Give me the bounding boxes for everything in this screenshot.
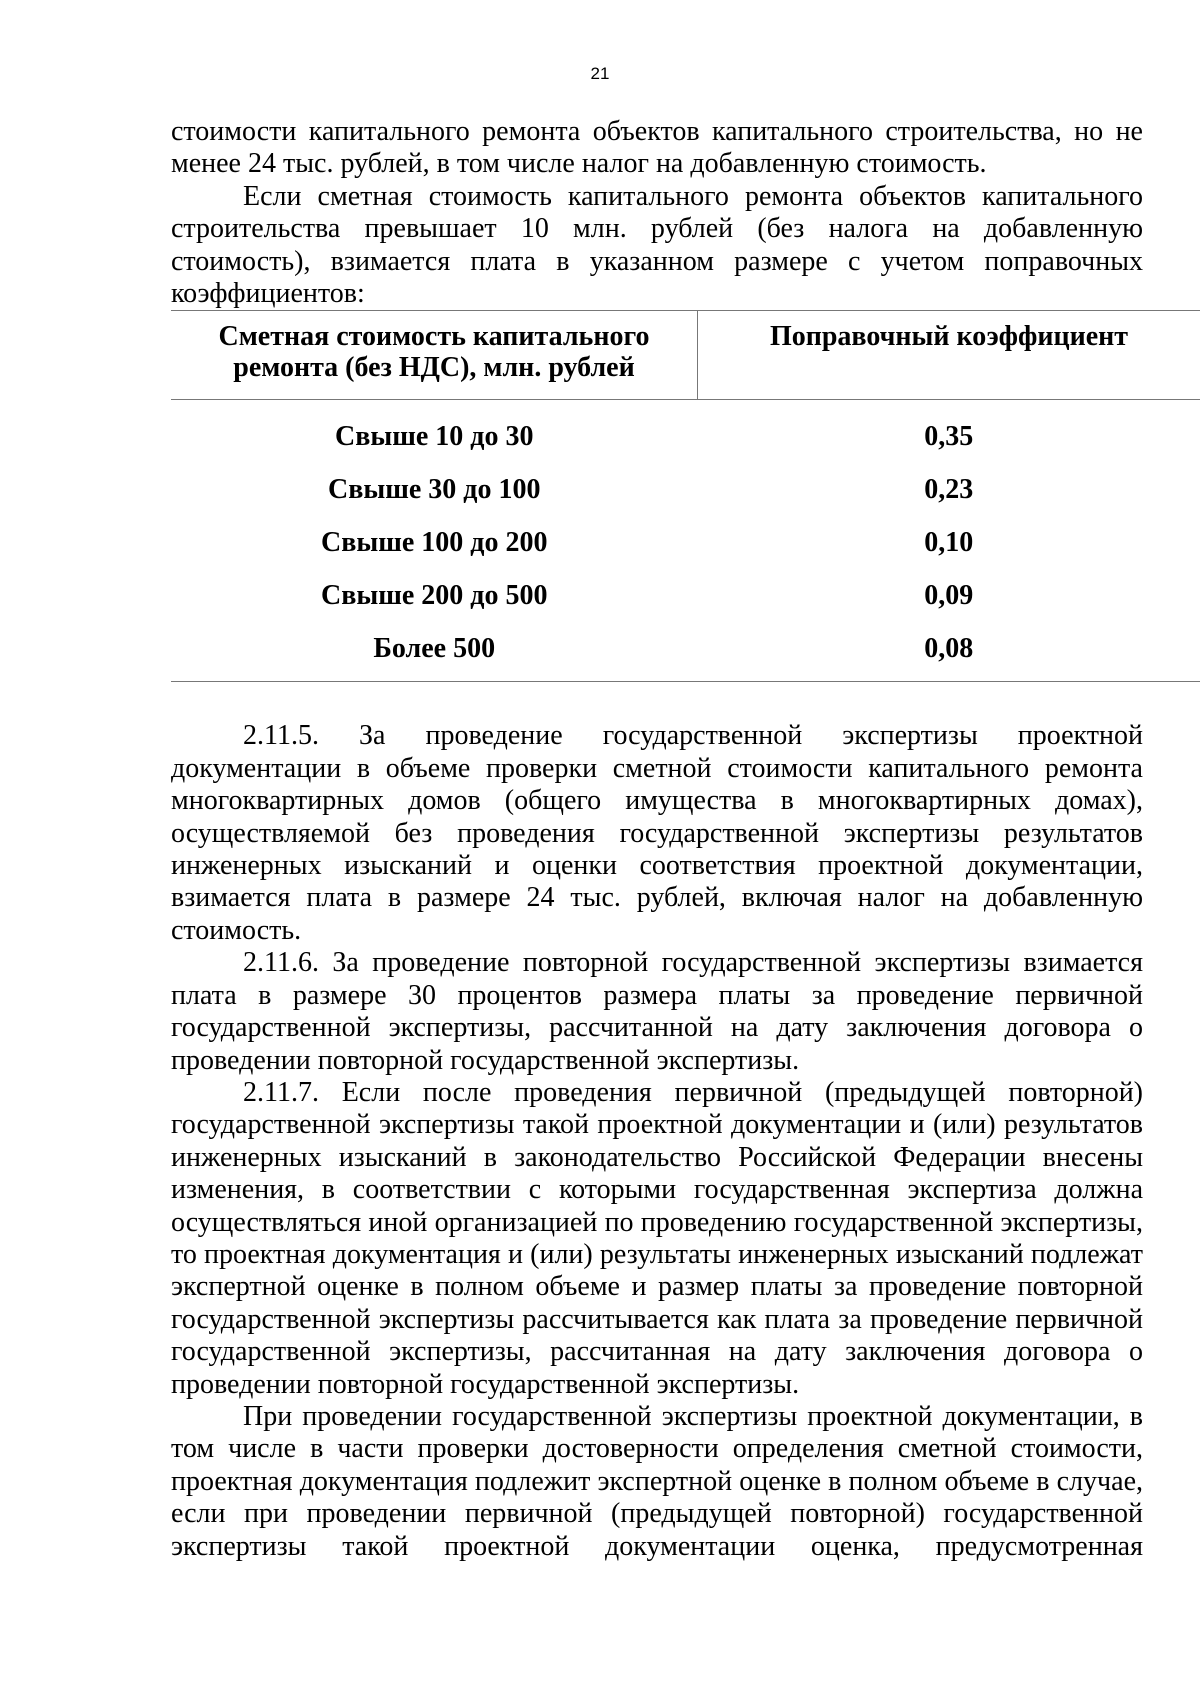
page-number: 21 — [590, 64, 610, 83]
cell-range: Свыше 30 до 100 — [328, 474, 541, 506]
table-row — [171, 463, 1200, 516]
cell-range: Свыше 100 до 200 — [321, 527, 548, 559]
cell-coefficient: 0,09 — [924, 580, 974, 612]
table-header-row — [171, 311, 1200, 400]
cell-coefficient: 0,23 — [924, 474, 974, 506]
section-2-11-5: 2.11.5. За проведение государственной экспертизы проектной документации в объеме проверки сметной стоимости капитального ремонта многоквартирных домов (общего имущества в многоквартирных домах), осуществляемой без проведения государственной экспертизы результатов инженерных изысканий и оценки соответствия проектной документации, взимается плата в размере 24 тыс. рублей, включая налог на добавленную стоимость. — [171, 720, 1143, 946]
cell-range: Свыше 200 до 500 — [321, 580, 548, 612]
document-body — [171, 116, 1143, 1563]
header-estimated-cost: Сметная стоимость капитального ремонта (без НДС), млн. рублей — [171, 311, 698, 400]
table-row — [171, 622, 1200, 682]
coefficient-table — [171, 310, 1200, 682]
intro-paragraph-continued: стоимости капитального ремонта объектов капитального строительства, но не менее 24 тыс. рублей, в том числе налог на добавленную стоимость. — [171, 116, 1143, 180]
cell-range: Свыше 10 до 30 — [335, 421, 534, 453]
cell-coefficient: 0,35 — [924, 421, 974, 453]
table-row — [171, 516, 1200, 569]
header-correction-coefficient: Поправочный коэффициент — [698, 311, 1200, 400]
intro-paragraph-coefficients: Если сметная стоимость капитального ремонта объектов капитального строительства превышает 10 млн. рублей (без налога на добавленную стоимость), взимается плата в указанном размере с учетом поправочных коэффициентов: — [171, 180, 1143, 310]
table-row — [171, 569, 1200, 622]
cell-coefficient: 0,10 — [924, 527, 974, 559]
spacer — [171, 682, 1143, 720]
section-2-11-6: 2.11.6. За проведение повторной государственной экспертизы взимается плата в размере 30 процентов размера платы за проведение первичной государственной экспертизы, рассчитанной на дату заключения договора о проведении повторной государственной экспертизы. — [171, 947, 1143, 1076]
final-paragraph: При проведении государственной экспертизы проектной документации, в том числе в части проверки достоверности определения сметной стоимости, проектная документация подлежит экспертной оценке в полном объеме в случае, если при проведении первичной (предыдущей повторной) государственной экспертизы такой проектной документации оценка, предусмотренная — [171, 1400, 1143, 1562]
cell-coefficient: 0,08 — [698, 622, 1200, 682]
section-2-11-7: 2.11.7. Если после проведения первичной (предыдущей повторной) государственной экспертизы такой проектной документации и (или) результатов инженерных изысканий в законодательство Российской Федерации внесены изменения, в соответствии с которыми государственная экспертиза должна осуществляться иной организацией по проведению государственной экспертизы, то проектная документация и (или) результаты инженерных изысканий подлежат экспертной оценке в полном объеме и размер платы за проведение повторной государственной экспертизы рассчитывается как плата за проведение первичной государственной экспертизы, рассчитанная на дату заключения договора о проведении повторной государственной экспертизы. — [171, 1076, 1143, 1400]
cell-range: Более 500 — [171, 622, 698, 682]
table-row — [171, 400, 1200, 464]
